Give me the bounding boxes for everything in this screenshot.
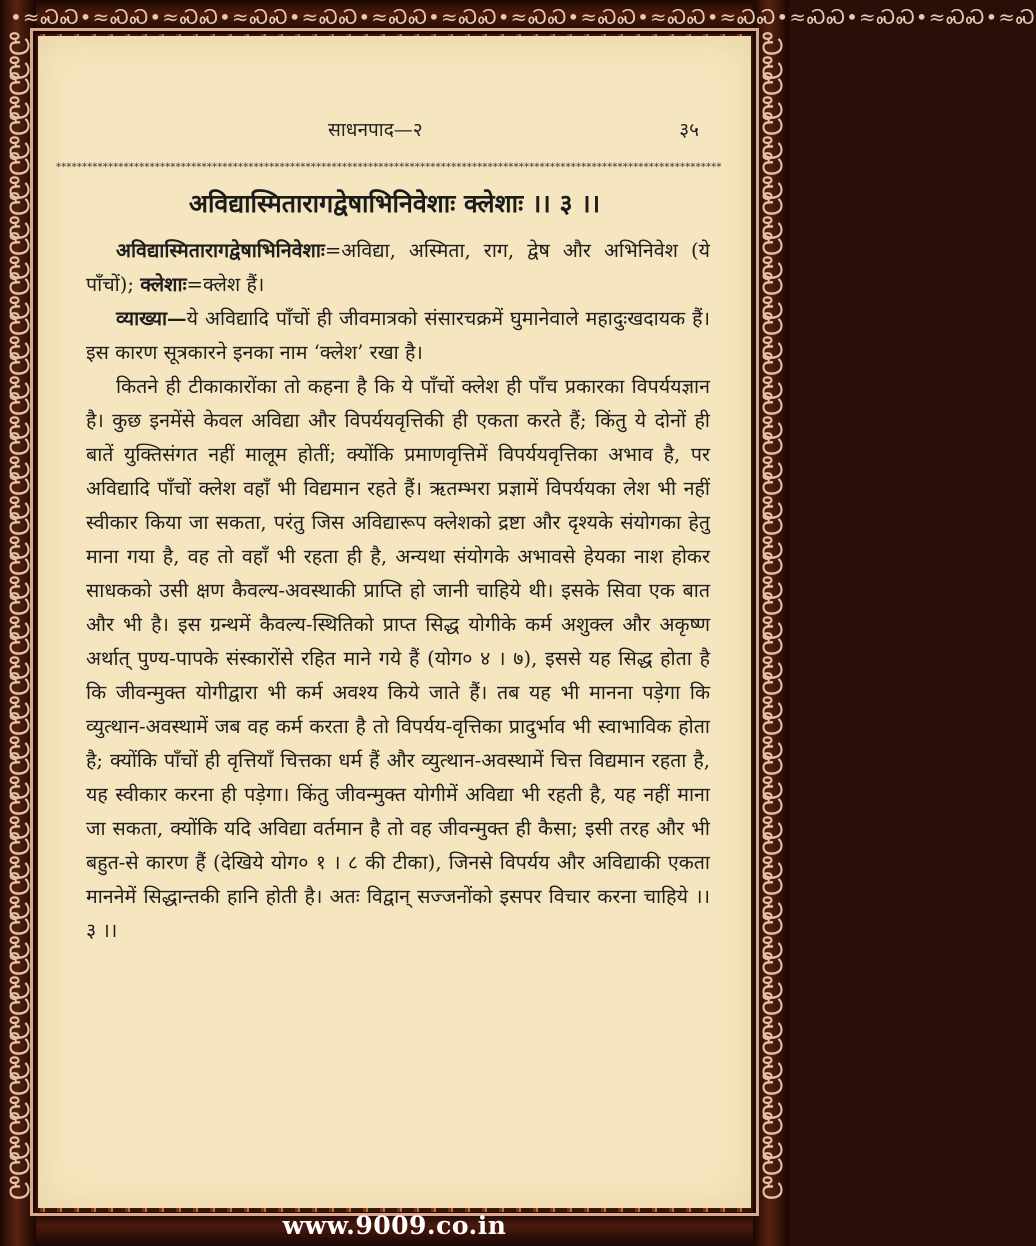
term-1: अविद्यास्मितारागद्वेषाभिनिवेशाः: [116, 239, 325, 262]
frame-top-ornament: •≈ᏍᏍ•≈ᏍᏍ•≈ᏍᏍ•≈ᏍᏍ•≈ᏍᏍ•≈ᏍᏍ•≈ᏍᏍ•≈ᏍᏍ•≈ᏍᏍ•≈ᏍᏍ•≈ᏍᏍ•≈ᏍᏍ•≈ᏍᏍ•≈ᏍᏍ•≈Ꮝ: [10, 5, 1036, 29]
commentary-label: व्याख्या—: [116, 307, 187, 330]
word-meaning: [86, 234, 710, 302]
commentary-para-1: [86, 302, 710, 370]
book-page: [38, 36, 751, 1208]
sutra-heading: अविद्यास्मितारागद्वेषाभिनिवेशाः क्लेशाः ।। ३ ।।: [188, 189, 601, 218]
term-2: क्लेशाः: [140, 273, 187, 296]
frame-left-ornament: ᏍᏍ ᏍᏍ ᏍᏍ ᏍᏍ ᏍᏍ ᏍᏍ ᏍᏍ ᏍᏍ ᏍᏍ ᏍᏍ ᏍᏍ ᏍᏍ ᏍᏍ ᏍᏍ ᏍᏍ ᏍᏍ ᏍᏍ ᏍᏍ ᏍᏍ ᏍᏍ ᏍᏍ ᏍᏍ ᏍᏍ ᏍᏍ ᏍᏍ ᏍᏍ ᏍᏍ ᏍᏍ ᏍᏍ: [3, 32, 33, 1201]
frame-right-ornament: ᏍᏍ ᏍᏍ ᏍᏍ ᏍᏍ ᏍᏍ ᏍᏍ ᏍᏍ ᏍᏍ ᏍᏍ ᏍᏍ ᏍᏍ ᏍᏍ ᏍᏍ ᏍᏍ ᏍᏍ ᏍᏍ ᏍᏍ ᏍᏍ ᏍᏍ ᏍᏍ ᏍᏍ ᏍᏍ ᏍᏍ ᏍᏍ ᏍᏍ ᏍᏍ ᏍᏍ ᏍᏍ ᏍᏍ: [756, 32, 786, 1201]
website-text: www.9009.co.in: [282, 1211, 507, 1240]
chapter-title: साधनपाद—२: [328, 119, 423, 141]
page-number: ३५: [679, 119, 699, 141]
gloss-1: =अविद्या, अस्मिता, राग, द्वेष और अभिनिवेश (ये पाँचों);: [86, 239, 710, 296]
page-body: [86, 234, 710, 948]
footer-website: [0, 1211, 789, 1240]
gloss-2: =क्लेश हैं।: [186, 273, 265, 296]
header-divider: ********************************************************************************************************************************: [56, 162, 722, 173]
commentary-para-2: कितने ही टीकाकारोंका तो कहना है कि ये पाँचों क्लेश ही पाँच प्रकारका विपर्ययज्ञान है। कुछ इनमेंसे केवल अविद्या और विपर्ययवृत्तिकी ही एकता करते हैं; किंतु ये दोनों ही बातें युक्तिसंगत नहीं मालूम होतीं; क्योंकि प्रमाणवृत्तिमें विपर्ययवृत्तिका अभाव है, पर अविद्यादि पाँचों क्लेश वहाँ भी विद्यमान रहते हैं। ऋतम्भरा प्रज्ञामें विपर्ययका लेश भी नहीं स्वीकार किया जा सकता, परंतु जिस अविद्यारूप क्लेशको द्रष्टा और दृश्यके संयोगका हेतु माना गया है, वह तो वहाँ भी रहता ही है, अन्यथा संयोगके अभावसे हेयका नाश होकर साधकको उसी क्षण कैवल्य-अवस्थाकी प्राप्ति हो जानी चाहिये थी। इसके सिवा एक बात और भी है। इस ग्रन्थमें कैवल्य-स्थितिको प्राप्त सिद्ध योगीके कर्म अशुक्ल और अकृष्ण अर्थात् पुण्य-पापके संस्कारोंसे रहित माने गये हैं (योग० ४ । ७), इससे यह सिद्ध होता है कि जीवन्मुक्त योगीद्वारा भी कर्म अवश्य किये जाते हैं। तब यह भी मानना पड़ेगा कि व्युत्थान-अवस्थामें जब वह कर्म करता है तो विपर्यय-वृत्तिका प्रादुर्भाव भी स्वाभाविक होता है; क्योंकि पाँचों ही वृत्तियाँ चित्तका धर्म हैं और व्युत्थान-अवस्थामें चित्त विद्यमान रहता है, यह स्वीकार करना ही पड़ेगा। किंतु जीवन्मुक्त योगीमें अविद्या भी रहती है, यह नहीं माना जा सकता, क्योंकि यदि अविद्या वर्तमान है तो वह जीवन्मुक्त ही कैसा; इसी तरह और भी बहुत-से कारण हैं (देखिये योग० १ । ८ की टीका), जिनसे विपर्यय और अविद्याकी एकता माननेमें सिद्धान्तकी हानि होती है। अतः विद्वान् सज्जनोंको इसपर विचार करना चाहिये ।। ३ ।।: [86, 375, 710, 942]
running-header: [38, 116, 751, 146]
commentary-text-1: ये अविद्यादि पाँचों ही जीवमात्रको संसारचक्रमें घुमानेवाले महादुःखदायक हैं। इस कारण सूत्रकारने इनका नाम ‘क्लेश’ रखा है।: [86, 307, 710, 364]
